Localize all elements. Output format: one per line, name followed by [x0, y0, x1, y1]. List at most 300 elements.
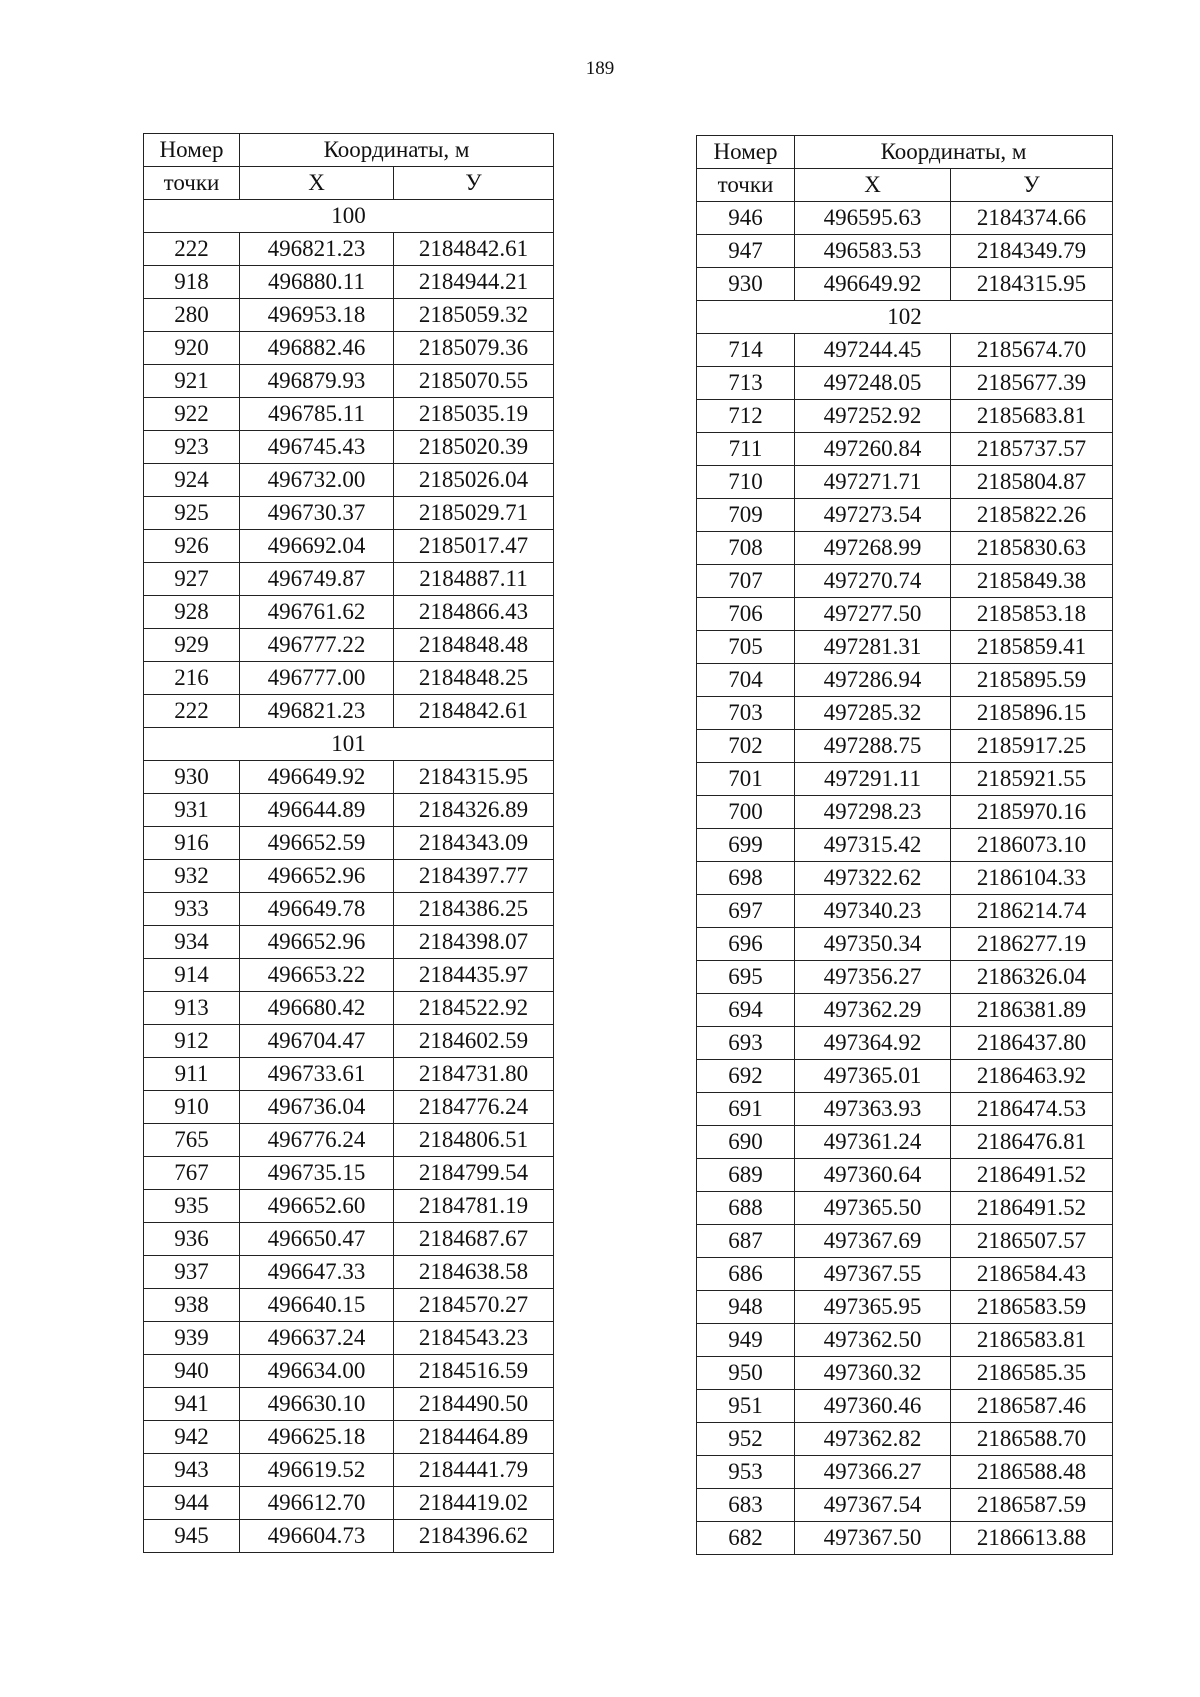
y-coordinate-cell: 2186476.81	[951, 1126, 1113, 1159]
table-row	[697, 1456, 1113, 1489]
y-coordinate-cell: 2185853.18	[951, 598, 1113, 631]
point-number-cell: 944	[144, 1487, 240, 1520]
table-row	[697, 763, 1113, 796]
point-number-cell: 705	[697, 631, 795, 664]
point-number-cell: 945	[144, 1520, 240, 1553]
y-coordinate-cell: 2185017.47	[394, 530, 554, 563]
y-coordinate-cell: 2184343.09	[394, 827, 554, 860]
point-number-cell: 912	[144, 1025, 240, 1058]
y-coordinate-cell: 2186507.57	[951, 1225, 1113, 1258]
x-coordinate-cell: 496821.23	[240, 695, 394, 728]
table-body-right	[697, 202, 1113, 1555]
x-coordinate-cell: 497286.94	[795, 664, 951, 697]
y-coordinate-cell: 2185677.39	[951, 367, 1113, 400]
point-number-cell: 693	[697, 1027, 795, 1060]
y-coordinate-cell: 2184315.95	[951, 268, 1113, 301]
page-number: 189	[585, 58, 615, 79]
table-row	[144, 794, 554, 827]
y-coordinate-cell: 2185026.04	[394, 464, 554, 497]
table-row	[144, 431, 554, 464]
point-number-cell: 222	[144, 695, 240, 728]
point-number-cell: 686	[697, 1258, 795, 1291]
y-coordinate-cell: 2185079.36	[394, 332, 554, 365]
table-row	[144, 1091, 554, 1124]
header-x: X	[795, 169, 951, 202]
table-row	[697, 1192, 1113, 1225]
y-coordinate-cell: 2185895.59	[951, 664, 1113, 697]
table-row	[144, 497, 554, 530]
x-coordinate-cell: 497270.74	[795, 565, 951, 598]
table-row	[697, 631, 1113, 664]
table-row	[144, 1487, 554, 1520]
x-coordinate-cell: 496882.46	[240, 332, 394, 365]
x-coordinate-cell: 497340.23	[795, 895, 951, 928]
x-coordinate-cell: 496732.00	[240, 464, 394, 497]
point-number-cell: 913	[144, 992, 240, 1025]
table-body-left	[144, 200, 554, 1553]
section-number: 101	[144, 728, 554, 761]
point-number-cell: 943	[144, 1454, 240, 1487]
x-coordinate-cell: 496634.00	[240, 1355, 394, 1388]
x-coordinate-cell: 496649.78	[240, 893, 394, 926]
table-row	[697, 961, 1113, 994]
table-row	[697, 1291, 1113, 1324]
table-row	[144, 1520, 554, 1553]
table-row	[144, 1223, 554, 1256]
y-coordinate-cell: 2185921.55	[951, 763, 1113, 796]
table-row	[144, 464, 554, 497]
point-number-cell: 930	[697, 268, 795, 301]
x-coordinate-cell: 497361.24	[795, 1126, 951, 1159]
section-number: 102	[697, 301, 1113, 334]
table-row	[144, 1157, 554, 1190]
y-coordinate-cell: 2184397.77	[394, 860, 554, 893]
y-coordinate-cell: 2185917.25	[951, 730, 1113, 763]
table-row	[697, 598, 1113, 631]
point-number-cell: 702	[697, 730, 795, 763]
x-coordinate-cell: 497356.27	[795, 961, 951, 994]
x-coordinate-cell: 497315.42	[795, 829, 951, 862]
point-number-cell: 942	[144, 1421, 240, 1454]
y-coordinate-cell: 2184848.48	[394, 629, 554, 662]
table-row	[144, 827, 554, 860]
y-coordinate-cell: 2186491.52	[951, 1159, 1113, 1192]
x-coordinate-cell: 496953.18	[240, 299, 394, 332]
table-row	[144, 266, 554, 299]
point-number-cell: 925	[144, 497, 240, 530]
header-coordinates: Координаты, м	[240, 134, 554, 167]
x-coordinate-cell: 496730.37	[240, 497, 394, 530]
point-number-cell: 697	[697, 895, 795, 928]
table-row	[697, 664, 1113, 697]
y-coordinate-cell: 2186588.48	[951, 1456, 1113, 1489]
y-coordinate-cell: 2184776.24	[394, 1091, 554, 1124]
table-row	[144, 1355, 554, 1388]
point-number-cell: 700	[697, 796, 795, 829]
point-number-cell: 216	[144, 662, 240, 695]
point-number-cell: 689	[697, 1159, 795, 1192]
table-row	[697, 1489, 1113, 1522]
y-coordinate-cell: 2186073.10	[951, 829, 1113, 862]
point-number-cell: 707	[697, 565, 795, 598]
table-row	[144, 1388, 554, 1421]
x-coordinate-cell: 496749.87	[240, 563, 394, 596]
point-number-cell: 706	[697, 598, 795, 631]
y-coordinate-cell: 2184731.80	[394, 1058, 554, 1091]
point-number-cell: 914	[144, 959, 240, 992]
coordinates-table-left	[143, 133, 554, 1553]
section-number: 100	[144, 200, 554, 233]
x-coordinate-cell: 496630.10	[240, 1388, 394, 1421]
point-number-cell: 920	[144, 332, 240, 365]
point-number-cell: 711	[697, 433, 795, 466]
point-number-cell: 687	[697, 1225, 795, 1258]
point-number-cell: 713	[697, 367, 795, 400]
table-row	[144, 1190, 554, 1223]
point-number-cell: 910	[144, 1091, 240, 1124]
table-row	[697, 796, 1113, 829]
x-coordinate-cell: 496733.61	[240, 1058, 394, 1091]
point-number-cell: 765	[144, 1124, 240, 1157]
point-number-cell: 682	[697, 1522, 795, 1555]
x-coordinate-cell: 497252.92	[795, 400, 951, 433]
table-row	[144, 1058, 554, 1091]
section-row	[697, 301, 1113, 334]
y-coordinate-cell: 2186104.33	[951, 862, 1113, 895]
table-row	[144, 365, 554, 398]
table-row	[144, 629, 554, 662]
header-point-label: точки	[144, 167, 240, 200]
table-row	[697, 1522, 1113, 1555]
x-coordinate-cell: 496735.15	[240, 1157, 394, 1190]
y-coordinate-cell: 2184543.23	[394, 1322, 554, 1355]
y-coordinate-cell: 2186585.35	[951, 1357, 1113, 1390]
y-coordinate-cell: 2186583.59	[951, 1291, 1113, 1324]
point-number-cell: 712	[697, 400, 795, 433]
table-row	[697, 697, 1113, 730]
x-coordinate-cell: 496777.22	[240, 629, 394, 662]
y-coordinate-cell: 2185674.70	[951, 334, 1113, 367]
x-coordinate-cell: 496650.47	[240, 1223, 394, 1256]
point-number-cell: 948	[697, 1291, 795, 1324]
point-number-cell: 953	[697, 1456, 795, 1489]
x-coordinate-cell: 497367.54	[795, 1489, 951, 1522]
x-coordinate-cell: 497362.50	[795, 1324, 951, 1357]
y-coordinate-cell: 2185070.55	[394, 365, 554, 398]
table-row	[697, 499, 1113, 532]
y-coordinate-cell: 2184602.59	[394, 1025, 554, 1058]
table-row	[697, 466, 1113, 499]
point-number-cell: 932	[144, 860, 240, 893]
point-number-cell: 709	[697, 499, 795, 532]
x-coordinate-cell: 497366.27	[795, 1456, 951, 1489]
x-coordinate-cell: 496879.93	[240, 365, 394, 398]
table-row	[697, 1258, 1113, 1291]
table-row	[697, 994, 1113, 1027]
table-row	[697, 532, 1113, 565]
x-coordinate-cell: 497271.71	[795, 466, 951, 499]
table-row	[144, 398, 554, 431]
table-row	[144, 893, 554, 926]
point-number-cell: 280	[144, 299, 240, 332]
y-coordinate-cell: 2184398.07	[394, 926, 554, 959]
point-number-cell: 694	[697, 994, 795, 1027]
y-coordinate-cell: 2186463.92	[951, 1060, 1113, 1093]
point-number-cell: 698	[697, 862, 795, 895]
table-row	[697, 334, 1113, 367]
point-number-cell: 704	[697, 664, 795, 697]
table-row	[144, 959, 554, 992]
header-y: У	[394, 167, 554, 200]
y-coordinate-cell: 2184944.21	[394, 266, 554, 299]
x-coordinate-cell: 497288.75	[795, 730, 951, 763]
point-number-cell: 927	[144, 563, 240, 596]
point-number-cell: 941	[144, 1388, 240, 1421]
point-number-cell: 922	[144, 398, 240, 431]
table-row	[697, 928, 1113, 961]
y-coordinate-cell: 2184326.89	[394, 794, 554, 827]
point-number-cell: 933	[144, 893, 240, 926]
point-number-cell: 916	[144, 827, 240, 860]
x-coordinate-cell: 497365.50	[795, 1192, 951, 1225]
x-coordinate-cell: 497360.46	[795, 1390, 951, 1423]
x-coordinate-cell: 496625.18	[240, 1421, 394, 1454]
point-number-cell: 690	[697, 1126, 795, 1159]
point-number-cell: 949	[697, 1324, 795, 1357]
y-coordinate-cell: 2184315.95	[394, 761, 554, 794]
table-row	[144, 662, 554, 695]
point-number-cell: 935	[144, 1190, 240, 1223]
y-coordinate-cell: 2184781.19	[394, 1190, 554, 1223]
x-coordinate-cell: 497362.29	[795, 994, 951, 1027]
table-row	[697, 1027, 1113, 1060]
point-number-cell: 703	[697, 697, 795, 730]
section-row	[144, 728, 554, 761]
y-coordinate-cell: 2184464.89	[394, 1421, 554, 1454]
point-number-cell: 692	[697, 1060, 795, 1093]
point-number-cell: 710	[697, 466, 795, 499]
x-coordinate-cell: 496649.92	[795, 268, 951, 301]
x-coordinate-cell: 497277.50	[795, 598, 951, 631]
table-row	[697, 268, 1113, 301]
y-coordinate-cell: 2184806.51	[394, 1124, 554, 1157]
table-row	[144, 1322, 554, 1355]
x-coordinate-cell: 496821.23	[240, 233, 394, 266]
y-coordinate-cell: 2184516.59	[394, 1355, 554, 1388]
table-row	[697, 895, 1113, 928]
y-coordinate-cell: 2185830.63	[951, 532, 1113, 565]
table-row	[697, 1357, 1113, 1390]
x-coordinate-cell: 496692.04	[240, 530, 394, 563]
x-coordinate-cell: 497365.95	[795, 1291, 951, 1324]
x-coordinate-cell: 496640.15	[240, 1289, 394, 1322]
x-coordinate-cell: 497367.55	[795, 1258, 951, 1291]
y-coordinate-cell: 2186214.74	[951, 895, 1113, 928]
point-number-cell: 946	[697, 202, 795, 235]
table-row	[144, 1289, 554, 1322]
x-coordinate-cell: 496785.11	[240, 398, 394, 431]
x-coordinate-cell: 497367.69	[795, 1225, 951, 1258]
point-number-cell: 714	[697, 334, 795, 367]
x-coordinate-cell: 496652.96	[240, 926, 394, 959]
table-row	[144, 299, 554, 332]
table-row	[144, 761, 554, 794]
y-coordinate-cell: 2186326.04	[951, 961, 1113, 994]
x-coordinate-cell: 496745.43	[240, 431, 394, 464]
point-number-cell: 938	[144, 1289, 240, 1322]
header-point-number: Номер	[144, 134, 240, 167]
header-y: У	[951, 169, 1113, 202]
y-coordinate-cell: 2186587.59	[951, 1489, 1113, 1522]
x-coordinate-cell: 496776.24	[240, 1124, 394, 1157]
x-coordinate-cell: 497360.64	[795, 1159, 951, 1192]
x-coordinate-cell: 497364.92	[795, 1027, 951, 1060]
x-coordinate-cell: 496647.33	[240, 1256, 394, 1289]
y-coordinate-cell: 2184799.54	[394, 1157, 554, 1190]
table-row	[144, 860, 554, 893]
x-coordinate-cell: 496619.52	[240, 1454, 394, 1487]
header-coordinates: Координаты, м	[795, 136, 1113, 169]
point-number-cell: 708	[697, 532, 795, 565]
y-coordinate-cell: 2185020.39	[394, 431, 554, 464]
table-row	[697, 829, 1113, 862]
y-coordinate-cell: 2186584.43	[951, 1258, 1113, 1291]
y-coordinate-cell: 2185059.32	[394, 299, 554, 332]
table-row	[697, 1225, 1113, 1258]
y-coordinate-cell: 2184374.66	[951, 202, 1113, 235]
point-number-cell: 222	[144, 233, 240, 266]
point-number-cell: 923	[144, 431, 240, 464]
y-coordinate-cell: 2185822.26	[951, 499, 1113, 532]
x-coordinate-cell: 496604.73	[240, 1520, 394, 1553]
x-coordinate-cell: 496612.70	[240, 1487, 394, 1520]
x-coordinate-cell: 497298.23	[795, 796, 951, 829]
x-coordinate-cell: 496649.92	[240, 761, 394, 794]
point-number-cell: 940	[144, 1355, 240, 1388]
x-coordinate-cell: 496652.59	[240, 827, 394, 860]
table-row	[697, 862, 1113, 895]
table-row	[144, 1124, 554, 1157]
y-coordinate-cell: 2184419.02	[394, 1487, 554, 1520]
point-number-cell: 911	[144, 1058, 240, 1091]
y-coordinate-cell: 2185970.16	[951, 796, 1113, 829]
point-number-cell: 696	[697, 928, 795, 961]
table-row	[697, 1159, 1113, 1192]
table-row	[144, 563, 554, 596]
point-number-cell: 951	[697, 1390, 795, 1423]
x-coordinate-cell: 497350.34	[795, 928, 951, 961]
point-number-cell: 921	[144, 365, 240, 398]
point-number-cell: 936	[144, 1223, 240, 1256]
section-row	[144, 200, 554, 233]
y-coordinate-cell: 2184396.62	[394, 1520, 554, 1553]
x-coordinate-cell: 497273.54	[795, 499, 951, 532]
x-coordinate-cell: 496680.42	[240, 992, 394, 1025]
point-number-cell: 939	[144, 1322, 240, 1355]
table-row	[144, 1025, 554, 1058]
table-row	[697, 235, 1113, 268]
table-row	[144, 233, 554, 266]
x-coordinate-cell: 497268.99	[795, 532, 951, 565]
y-coordinate-cell: 2184887.11	[394, 563, 554, 596]
x-coordinate-cell: 496595.63	[795, 202, 951, 235]
x-coordinate-cell: 496583.53	[795, 235, 951, 268]
y-coordinate-cell: 2185849.38	[951, 565, 1113, 598]
y-coordinate-cell: 2185737.57	[951, 433, 1113, 466]
table-row	[144, 596, 554, 629]
x-coordinate-cell: 496761.62	[240, 596, 394, 629]
table-row	[144, 695, 554, 728]
table-row	[144, 992, 554, 1025]
x-coordinate-cell: 497365.01	[795, 1060, 951, 1093]
x-coordinate-cell: 496704.47	[240, 1025, 394, 1058]
point-number-cell: 918	[144, 266, 240, 299]
point-number-cell: 952	[697, 1423, 795, 1456]
y-coordinate-cell: 2184490.50	[394, 1388, 554, 1421]
point-number-cell: 950	[697, 1357, 795, 1390]
y-coordinate-cell: 2184441.79	[394, 1454, 554, 1487]
y-coordinate-cell: 2186587.46	[951, 1390, 1113, 1423]
header-point-label: точки	[697, 169, 795, 202]
table-row	[144, 926, 554, 959]
point-number-cell: 688	[697, 1192, 795, 1225]
x-coordinate-cell: 496736.04	[240, 1091, 394, 1124]
table-row	[697, 1060, 1113, 1093]
point-number-cell: 929	[144, 629, 240, 662]
y-coordinate-cell: 2184848.25	[394, 662, 554, 695]
x-coordinate-cell: 496644.89	[240, 794, 394, 827]
x-coordinate-cell: 496652.96	[240, 860, 394, 893]
point-number-cell: 931	[144, 794, 240, 827]
header-x: X	[240, 167, 394, 200]
x-coordinate-cell: 496777.00	[240, 662, 394, 695]
x-coordinate-cell: 497248.05	[795, 367, 951, 400]
header-point-number: Номер	[697, 136, 795, 169]
point-number-cell: 701	[697, 763, 795, 796]
table-row	[144, 1421, 554, 1454]
y-coordinate-cell: 2186583.81	[951, 1324, 1113, 1357]
table-row	[144, 1256, 554, 1289]
x-coordinate-cell: 497322.62	[795, 862, 951, 895]
x-coordinate-cell: 497362.82	[795, 1423, 951, 1456]
x-coordinate-cell: 497360.32	[795, 1357, 951, 1390]
point-number-cell: 928	[144, 596, 240, 629]
y-coordinate-cell: 2184687.67	[394, 1223, 554, 1256]
x-coordinate-cell: 496653.22	[240, 959, 394, 992]
x-coordinate-cell: 497367.50	[795, 1522, 951, 1555]
y-coordinate-cell: 2184570.27	[394, 1289, 554, 1322]
y-coordinate-cell: 2185029.71	[394, 497, 554, 530]
table-row	[697, 1093, 1113, 1126]
point-number-cell: 699	[697, 829, 795, 862]
point-number-cell: 691	[697, 1093, 795, 1126]
y-coordinate-cell: 2184386.25	[394, 893, 554, 926]
y-coordinate-cell: 2184842.61	[394, 695, 554, 728]
x-coordinate-cell: 497244.45	[795, 334, 951, 367]
table-row	[697, 433, 1113, 466]
table-row	[697, 565, 1113, 598]
x-coordinate-cell: 497285.32	[795, 697, 951, 730]
x-coordinate-cell: 496880.11	[240, 266, 394, 299]
y-coordinate-cell: 2186277.19	[951, 928, 1113, 961]
point-number-cell: 947	[697, 235, 795, 268]
table-row	[697, 1423, 1113, 1456]
table-row	[697, 202, 1113, 235]
point-number-cell: 924	[144, 464, 240, 497]
table-row	[697, 367, 1113, 400]
y-coordinate-cell: 2184435.97	[394, 959, 554, 992]
y-coordinate-cell: 2185859.41	[951, 631, 1113, 664]
